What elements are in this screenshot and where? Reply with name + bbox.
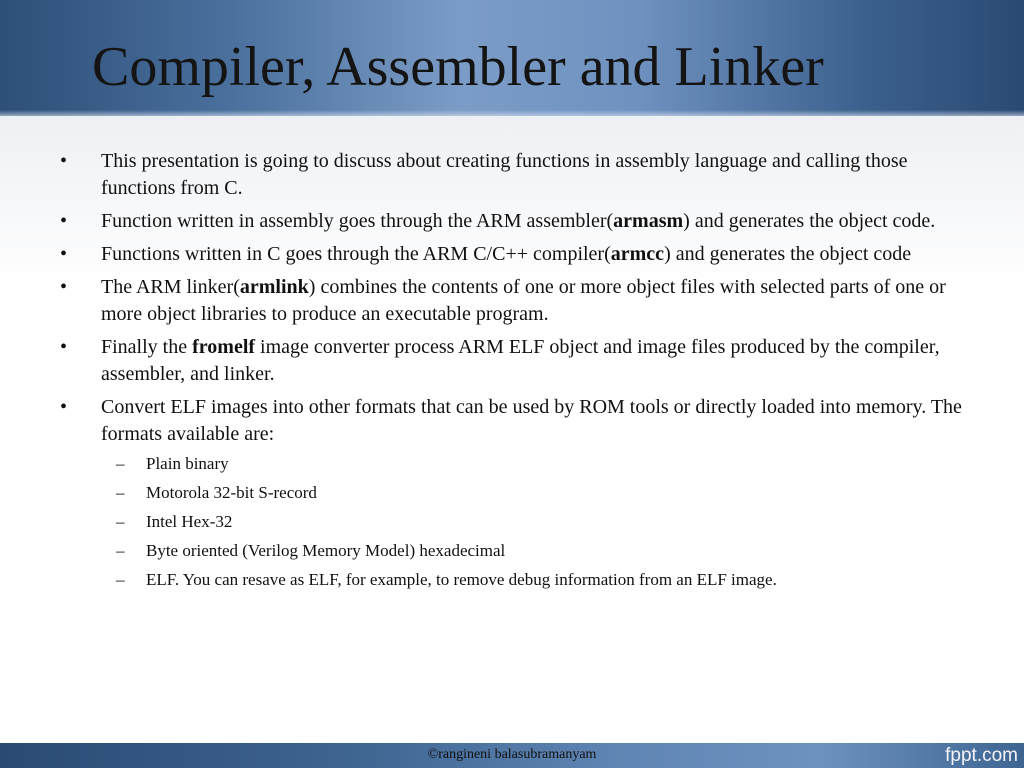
sub-bullet-text: Motorola 32-bit S-record	[146, 483, 317, 502]
dash-mark: –	[116, 570, 125, 589]
bullet-mark: •	[60, 243, 68, 265]
tool-name-armlink: armlink	[239, 276, 309, 298]
tool-name-fromelf: fromelf	[192, 336, 256, 358]
dash-mark: –	[116, 483, 125, 502]
footer-credit: ©rangineni balasubramanyam	[427, 747, 597, 762]
footer-bar	[0, 743, 1024, 768]
bullet-text: Finally the fromelf image converter process ARM ELF object and image files produced by the compiler, assembler, and linker.	[101, 336, 940, 385]
bullet-text: Convert ELF images into other formats that can be used by ROM tools or directly loaded into memory. The formats available are:	[101, 396, 962, 445]
tool-name-armcc: armcc	[610, 243, 665, 265]
sub-bullet-item	[0, 510, 1024, 539]
bullet-text: Function written in assembly goes through the ARM assembler(armasm) and generates the object code.	[101, 210, 936, 232]
bullet-list	[0, 148, 1024, 603]
bullet-mark: •	[60, 336, 68, 358]
sub-bullet-item	[0, 481, 1024, 510]
sub-bullet-text: Plain binary	[146, 454, 229, 473]
bullet-text: This presentation is going to discuss about creating functions in assembly language and calling those functions from C.	[101, 150, 908, 199]
bullet-item	[0, 148, 1024, 202]
bullet-text: Functions written in C goes through the ARM C/C++ compiler(armcc) and generates the object code	[101, 243, 912, 265]
dash-mark: –	[116, 454, 125, 473]
sub-bullet-text: ELF. You can resave as ELF, for example, to remove debug information from an ELF image.	[146, 570, 777, 589]
bullet-item	[0, 394, 1024, 597]
sub-bullet-item	[0, 452, 1024, 481]
slide-title: Compiler, Assembler and Linker	[92, 36, 824, 98]
format-list	[0, 452, 1024, 597]
dash-mark: –	[116, 541, 125, 560]
tool-name-armasm: armasm	[613, 210, 684, 232]
dash-mark: –	[116, 512, 125, 531]
bullet-mark: •	[60, 396, 68, 418]
sub-bullet-text: Byte oriented (Verilog Memory Model) hexadecimal	[146, 541, 506, 560]
sub-bullet-item	[0, 568, 1024, 597]
bullet-text: The ARM linker(armlink) combines the contents of one or more object files with selected parts of one or more object libraries to produce an executable program.	[101, 276, 946, 325]
bullet-mark: •	[60, 150, 68, 172]
bullet-mark: •	[60, 210, 68, 232]
sub-bullet-item	[0, 539, 1024, 568]
sub-bullet-text: Intel Hex-32	[146, 512, 233, 531]
bullet-item	[0, 274, 1024, 328]
bullet-mark: •	[60, 276, 68, 298]
bullet-item	[0, 241, 1024, 268]
brand-logo-text: fppt.com	[945, 745, 1018, 766]
bullet-item	[0, 334, 1024, 388]
bullet-item	[0, 208, 1024, 235]
